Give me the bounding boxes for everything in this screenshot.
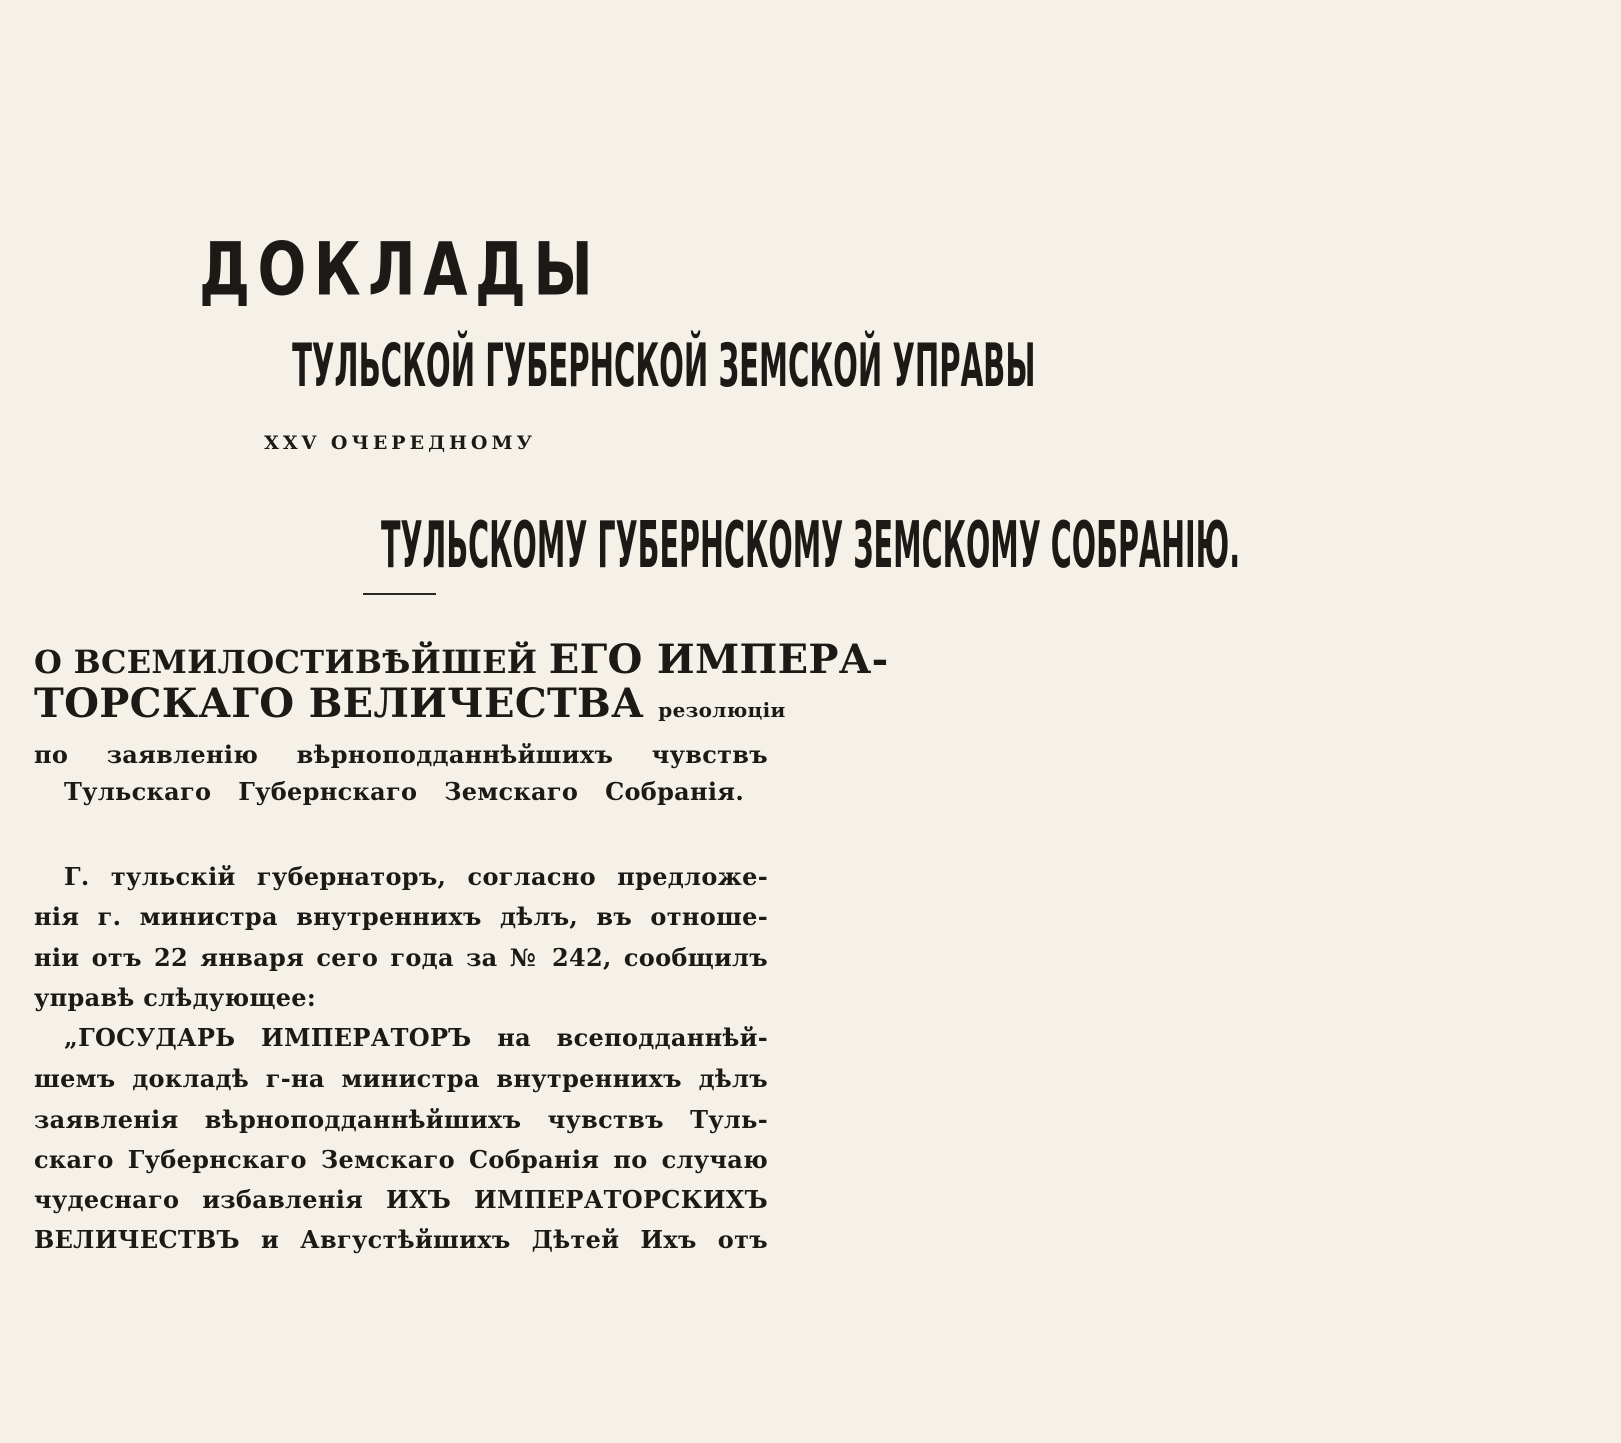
section-heading-line-4: Тульскаго Губернскаго Земскаго Собранія.: [64, 777, 744, 806]
assembly-title: ТУЛЬСКОМУ ГУБЕРНСКОМУ ЗЕМСКОМУ СОБРАНІЮ.: [380, 508, 1241, 583]
section-heading-line-2: ТОРСКАГО ВЕЛИЧЕСТВА резолюціи: [34, 680, 786, 727]
page-title: ДОКЛАДЫ: [199, 226, 601, 313]
body-line: „ГОСУДАРЬ ИМПЕРАТОРЪ на всеподданнѣй-: [64, 1023, 768, 1052]
session-label: XXV ОЧЕРЕДНОМУ: [264, 432, 536, 454]
body-line: ВЕЛИЧЕСТВЪ и Августѣйшихъ Дѣтей Ихъ отъ: [34, 1225, 768, 1254]
body-line: шемъ докладѣ г-на министра внутреннихъ дѣлъ: [34, 1064, 768, 1093]
body-line: управѣ слѣдующее:: [34, 983, 317, 1012]
body-line: скаго Губернскаго Земскаго Собранія по случаю: [34, 1145, 768, 1174]
body-line: нія г. министра внутреннихъ дѣлъ, въ отноше-: [34, 902, 768, 931]
section-heading-line-1: О ВСЕМИЛОСТИВѢЙШЕЙ ЕГО ИМПЕРА-: [34, 636, 889, 683]
page-subtitle: ТУЛЬСКОЙ ГУБЕРНСКОЙ ЗЕМСКОЙ УПРАВЫ: [292, 332, 1036, 401]
divider-rule: [363, 593, 436, 595]
body-line: Г. тульскій губернаторъ, согласно предложе-: [64, 862, 768, 891]
body-line: заявленія вѣрноподданнѣйшихъ чувствъ Туль-: [34, 1105, 768, 1134]
section-heading-line-3: по заявленію вѣрноподданнѣйшихъ чувствъ: [34, 740, 768, 769]
body-line: чудеснаго избавленія ИХЪ ИМПЕРАТОРСКИХЪ: [34, 1185, 768, 1214]
body-line: ніи отъ 22 января сего года за № 242, сообщилъ: [34, 943, 768, 972]
